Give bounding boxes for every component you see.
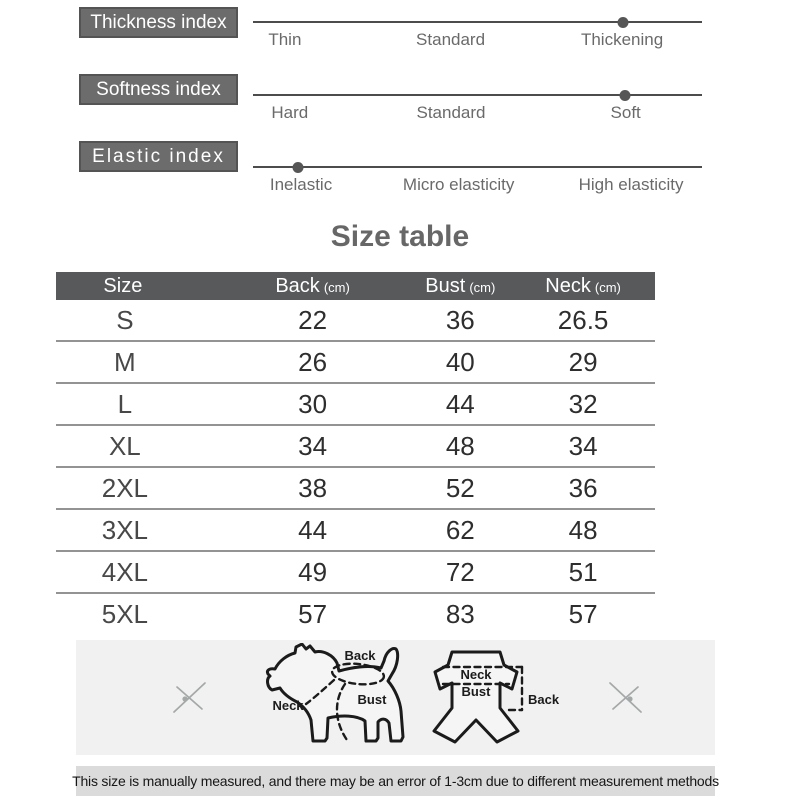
bust-cell: 36 [445, 304, 475, 335]
back-cell: 22 [298, 304, 328, 335]
elastic-index-label: Elastic index [79, 141, 238, 172]
neck-cell: 51 [568, 556, 598, 587]
size-table [56, 272, 655, 634]
measurement-disclaimer: This size is manually measured, and there may be an error of 1-3cm due to different measurement methods [76, 766, 715, 796]
bust-cell: 72 [445, 556, 475, 587]
slider-dot [617, 17, 628, 28]
softness-slider [253, 74, 702, 140]
size-cell: 4XL [101, 556, 149, 587]
softness-index-row [0, 74, 800, 140]
neck-cell: 48 [568, 514, 598, 545]
elastic-index-row [0, 141, 800, 207]
dog-back-label: Back [344, 647, 376, 663]
table-row [56, 552, 655, 594]
table-row [56, 468, 655, 510]
bust-cell: 48 [445, 430, 475, 461]
size-table-header [56, 272, 655, 300]
garment-illustration [425, 648, 565, 748]
neck-cell: 29 [568, 346, 598, 377]
measuring-diagram-panel [76, 640, 715, 755]
size-cell: 2XL [101, 472, 149, 503]
slider-option: Standard [416, 30, 486, 49]
neck-cell: 57 [568, 598, 598, 629]
back-cell: 49 [298, 556, 328, 587]
back-cell: 30 [298, 388, 328, 419]
dog-bust-label: Bust [357, 691, 387, 707]
size-cell: S [116, 304, 134, 335]
softness-index-label: Softness index [79, 74, 238, 105]
size-cell: 3XL [101, 514, 149, 545]
slider-option: Standard [416, 103, 486, 122]
scissors-right-icon [603, 675, 647, 721]
back-cell: 34 [298, 430, 328, 461]
size-cell: L [117, 388, 133, 419]
neck-cell: 32 [568, 388, 598, 419]
slider-dot [292, 162, 303, 173]
slider-line [253, 21, 702, 23]
bust-cell: 40 [445, 346, 475, 377]
bust-cell: 83 [445, 598, 475, 629]
back-cell: 44 [298, 514, 328, 545]
slider-option: Thickening [580, 30, 664, 49]
back-cell: 26 [298, 346, 328, 377]
size-cell: 5XL [101, 598, 149, 629]
neck-cell: 26.5 [557, 304, 609, 335]
table-row [56, 384, 655, 426]
size-table-title: Size table [330, 220, 470, 253]
table-row [56, 426, 655, 468]
garment-neck-label: Neck [460, 666, 492, 682]
table-row [56, 300, 655, 342]
neck-cell: 34 [568, 430, 598, 461]
garment-bust-label: Bust [461, 683, 491, 699]
slider-option: Inelastic [269, 175, 333, 194]
size-cell: XL [108, 430, 141, 461]
slider-line [253, 94, 702, 96]
table-row [56, 510, 655, 552]
thickness-index-row [0, 7, 800, 73]
slider-option: High elasticity [578, 175, 684, 194]
scissors-left-icon [168, 675, 212, 721]
elastic-slider [253, 141, 702, 207]
slider-option: Thin [268, 30, 302, 49]
column-header-neck: Neck (cm) [545, 274, 621, 297]
size-cell: M [114, 346, 136, 377]
table-row [56, 342, 655, 384]
dog-neck-label: Neck [272, 697, 304, 713]
column-header-back: Back (cm) [275, 274, 350, 297]
bust-cell: 52 [445, 472, 475, 503]
thickness-slider [253, 7, 702, 73]
slider-dot [619, 90, 630, 101]
column-header-size: Size [103, 274, 143, 297]
dog-illustration [265, 643, 425, 753]
table-row [56, 594, 655, 634]
garment-back-label: Back [528, 691, 560, 707]
column-header-bust: Bust (cm) [425, 274, 496, 297]
back-cell: 57 [298, 598, 328, 629]
slider-option: Hard [271, 103, 309, 122]
bust-cell: 44 [445, 388, 475, 419]
thickness-index-label: Thickness index [79, 7, 238, 38]
slider-option: Soft [610, 103, 641, 122]
back-cell: 38 [298, 472, 328, 503]
size-table-body [56, 300, 655, 634]
slider-line [253, 166, 702, 168]
slider-option: Micro elasticity [402, 175, 515, 194]
bust-cell: 62 [445, 514, 475, 545]
neck-cell: 36 [568, 472, 598, 503]
